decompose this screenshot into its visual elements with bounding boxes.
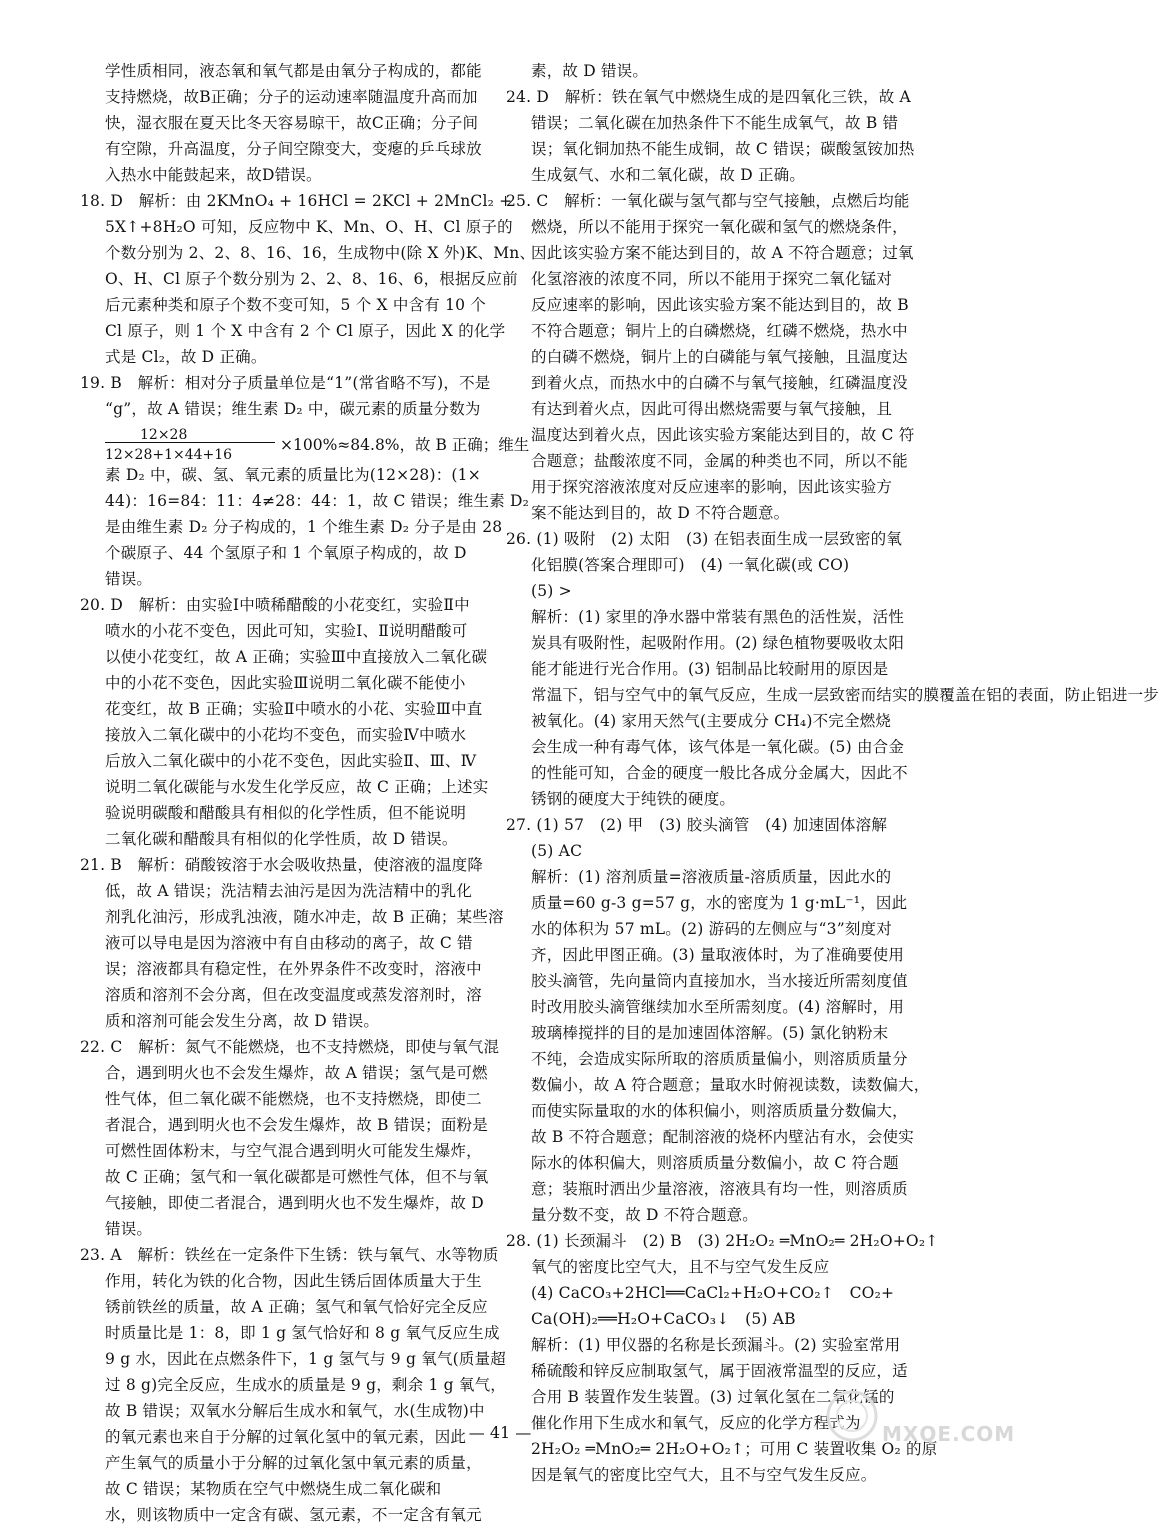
text-line: 中的小花不变色，因此实验Ⅲ说明二氧化碳不能使小: [105, 674, 466, 692]
text-line: 后元素种类和原子个数不变可知，5 个 X 中含有 10 个: [105, 296, 487, 314]
text-line: 误；氧化铜加热不能生成铜，故 C 错误；碳酸氢铵加热: [531, 140, 915, 158]
text-line: 以使小花变红，故 A 正确；实验Ⅲ中直接放入二氧化碳: [105, 648, 488, 666]
text-line: (5) AC: [531, 842, 583, 860]
text-line: 不纯，会造成实际所取的溶质质量偏小，则溶质质量分: [531, 1050, 908, 1068]
text-line: 燃烧，所以不能用于探究一氧化碳和氢气的燃烧条件，: [531, 218, 908, 236]
text-line: 锈前铁丝的质量，故 A 正确；氢气和氧气恰好完全反应: [105, 1298, 488, 1316]
text-line: 产生氧气的质量小于分解的过氧化氢中氧元素的质量，: [105, 1454, 482, 1472]
text-line: 能才能进行光合作用。(3) 铝制品比较耐用的原因是: [531, 660, 889, 678]
text-line: 齐，因此甲图正确。(3) 量取液体时，为了准确要使用: [531, 946, 905, 964]
text-line: 错误；二氧化碳在加热条件下不能生成氧气，故 B 错: [531, 114, 899, 132]
text-line: 23. A 解析：铁丝在一定条件下生锈：铁与氧气、水等物质: [80, 1246, 499, 1264]
text-line: 解析：(1) 家里的净水器中常装有黑色的活性炭，活性: [531, 608, 905, 626]
text-line: 二氧化碳和醋酸具有相似的化学性质，故 D 错误。: [105, 830, 458, 848]
text-line: 错误。: [105, 570, 153, 588]
text-line: 氧气的密度比空气大，且不与空气发生反应: [531, 1258, 830, 1276]
text-line: 反应速率的影响，因此该实验方案不能达到目的，故 B: [531, 296, 909, 314]
text-line: 作用，转化为铁的化合物，因此生锈后固体质量大于生: [105, 1272, 482, 1290]
text-line: 气接触，即使二者混合，遇到明火也不发生爆炸，故 D: [105, 1194, 484, 1212]
text-line: 的白磷不燃烧，铜片上的白磷能与氧气接触，且温度达: [531, 348, 908, 366]
text-line: 快，湿衣服在夏天比冬天容易晾干，故C正确；分子间: [105, 114, 479, 132]
text-line: 误；溶液都具有稳定性，在外界条件不改变时，溶液中: [105, 960, 482, 978]
text-line: 接放入二氧化碳中的小花均不变色，而实验Ⅳ中喷水: [105, 726, 467, 744]
text-line: 合，遇到明火也不会发生爆炸，故 A 错误；氢气是可燃: [105, 1064, 488, 1082]
text-line: 22. C 解析：氮气不能燃烧，也不支持燃烧，即使与氧气混: [80, 1038, 500, 1056]
text-line: 44)：16=84：11：4≠28：44：1，故 C 错误；维生素 D₂: [105, 492, 530, 510]
text-line: 因此该实验方案不能达到目的，故 A 不符合题意；过氧: [531, 244, 914, 262]
text-line: 化铝膜(答案合理即可) (4) 一氧化碳(或 CO): [531, 556, 850, 574]
text-line: 数偏小，故 A 符合题意；量取水时俯视读数，读数偏大，: [531, 1076, 930, 1094]
text-line: 时质量比是 1：8，即 1 g 氢气恰好和 8 g 氧气反应生成: [105, 1324, 500, 1342]
text-line: 25. C 解析：一氧化碳与氢气都与空气接触，点燃后均能: [506, 192, 910, 210]
text-line: 解析：(1) 甲仪器的名称是长颈漏斗。(2) 实验室常用: [531, 1336, 901, 1354]
text-line: 案不能达到目的，故 D 不符合题意。: [531, 504, 790, 522]
text-line: 质量=60 g-3 g=57 g，水的密度为 1 g·mL⁻¹，因此: [531, 894, 908, 912]
text-line: (5) >: [531, 582, 572, 600]
text-line: 者混合，遇到明火也不会发生爆炸，故 B 错误；面粉是: [105, 1116, 488, 1134]
text-line: 炭具有吸附性，起吸附作用。(2) 绿色植物要吸收太阳: [531, 634, 905, 652]
text-line: 生成氨气、水和二氧化碳，故 D 正确。: [531, 166, 806, 184]
text-line: 温度达到着火点，因此该实验方案能达到目的，故 C 符: [531, 426, 915, 444]
text-line: 故 C 正确；氢气和一氧化碳都是可燃性气体，但不与氧: [105, 1168, 489, 1186]
text-line: 5X↑+8H₂O 可知，反应物中 K、Mn、O、H、Cl 原子的: [105, 218, 513, 236]
text-line: 学性质相同，液态氧和氧气都是由氧分子构成的，都能: [105, 62, 482, 80]
text-line: 素，故 D 错误。: [531, 62, 649, 80]
text-line: 验说明碳酸和醋酸具有相似的化学性质，但不能说明: [105, 804, 467, 822]
text-line: 会生成一种有毒气体，该气体是一氧化碳。(5) 由合金: [531, 738, 905, 756]
text-line: 有空隙，升高温度，分子间空隙变大，变瘪的乒乓球放: [105, 140, 482, 158]
text-line: 稀硫酸和锌反应制取氢气，属于固液常温型的反应，适: [531, 1362, 908, 1380]
text-line: 过 8 g)完全反应，生成水的质量是 9 g，剩余 1 g 氧气，: [105, 1376, 506, 1394]
text-line: 个碳原子、44 个氢原子和 1 个氧原子构成的，故 D: [105, 544, 467, 562]
text-line: 21. B 解析：硝酸铵溶于水会吸收热量，使溶液的温度降: [80, 856, 484, 874]
text-line: 液可以导电是因为溶液中有自由移动的离子，故 C 错: [105, 934, 473, 952]
text-line: 个数分别为 2、2、8、16、16，生成物中(除 X 外)K、Mn、: [105, 244, 536, 262]
text-line: 28. (1) 长颈漏斗 (2) B (3) 2H₂O₂ ═MnO₂═ 2H₂O+O₂↑: [506, 1232, 939, 1250]
text-line: 剂乳化油污，形成乳浊液，随水冲走，故 B 正确；某些溶: [105, 908, 504, 926]
text-line: 18. D 解析：由 2KMnO₄ + 16HCl = 2KCl + 2MnCl₂ +: [80, 192, 513, 210]
text-line: 到着火点，而热水中的白磷不与氧气接触，红磷温度没: [531, 374, 908, 392]
text-line: 19. B 解析：相对分子质量单位是“1”(常省略不写)，不是: [80, 374, 491, 392]
text-line: 用于探究溶液浓度对反应速率的影响，因此该实验方: [531, 478, 893, 496]
fraction-tail: ×100%≈84.8%，故 B 正确；维生: [280, 436, 530, 454]
text-line: 水，则该物质中一定含有碳、氢元素，不一定含有氧元: [105, 1506, 482, 1524]
text-line: 26. (1) 吸附 (2) 太阳 (3) 在铝表面生成一层致密的氧: [506, 530, 903, 548]
text-line: 不符合题意；铜片上的白磷燃烧，红磷不燃烧，热水中: [531, 322, 908, 340]
text-line: 素 D₂ 中，碳、氢、氧元素的质量比为(12×28)：(1×: [105, 466, 481, 484]
text-line: 24. D 解析：铁在氧气中燃烧生成的是四氧化三铁，故 A: [506, 88, 911, 106]
page-number: — 41 —: [468, 1423, 532, 1442]
text-line: 水的体积为 57 mL。(2) 游码的左侧应与“3”刻度对: [531, 920, 892, 938]
text-line: 说明二氧化碳能与水发生化学反应，故 C 正确；上述实: [105, 778, 489, 796]
text-line: 花变红，故 B 正确；实验Ⅱ中喷水的小花、实验Ⅲ中直: [105, 700, 483, 718]
text-line: 量分数不变，故 D 不符合题意。: [531, 1206, 758, 1224]
text-line: 意；装瓶时洒出少量溶液，溶液具有均一性，则溶质质: [531, 1180, 908, 1198]
text-line: 而使实际量取的水的体积偏小，则溶质质量分数偏大，: [531, 1102, 908, 1120]
text-line: 是由维生素 D₂ 分子构成的，1 个维生素 D₂ 分子是由 28: [105, 518, 503, 536]
text-line: 27. (1) 57 (2) 甲 (3) 胶头滴管 (4) 加速固体溶解: [506, 816, 888, 834]
text-line: 锈钢的硬度大于纯铁的硬度。: [531, 790, 736, 808]
text-line: 9 g 水，因此在点燃条件下，1 g 氢气与 9 g 氧气(质量超: [105, 1350, 506, 1368]
fraction-numerator: 12×28: [140, 427, 188, 443]
text-line: 式是 Cl₂，故 D 正确。: [105, 348, 267, 366]
text-line: 故 C 错误；某物质在空气中燃烧生成二氧化碳和: [105, 1480, 442, 1498]
text-line: 故 B 错误；双氧水分解后生成水和氧气，水(生成物)中: [105, 1402, 485, 1420]
text-line: 胶头滴管，先向量筒内直接加水，当水接近所需刻度值: [531, 972, 908, 990]
text-line: 错误。: [105, 1220, 153, 1238]
watermark-text: MXQE.COM: [882, 1422, 1016, 1446]
text-line: 可燃性固体粉末，与空气混合遇到明火可能发生爆炸，: [105, 1142, 482, 1160]
text-line: 因是氧气的密度比空气大，且不与空气发生反应。: [531, 1466, 877, 1484]
text-line: 玻璃棒搅拌的目的是加速固体溶解。(5) 氯化钠粉末: [531, 1024, 889, 1042]
text-line: Ca(OH)₂══H₂O+CaCO₃↓ (5) AB: [531, 1310, 796, 1328]
watermark-logo: [822, 1388, 1016, 1446]
text-line: 故 B 不符合题意；配制溶液的烧杯内壁沾有水，会使实: [531, 1128, 914, 1146]
text-line: 的氧元素也来自于分解的过氧化氢中的氧元素，因此: [105, 1428, 467, 1446]
text-line: 2H₂O₂ ═MnO₂═ 2H₂O+O₂↑；可用 C 装置收集 O₂ 的原: [531, 1440, 938, 1458]
text-line: “g”，故 A 错误；维生素 D₂ 中，碳元素的质量分数为: [105, 400, 481, 418]
text-line: 常温下，铝与空气中的氧气反应，生成一层致密而结实的膜覆盖在铝的表面，防止铝进一步: [531, 686, 1159, 704]
text-line: 溶质和溶剂不会分离，但在改变温度或蒸发溶剂时，溶: [105, 986, 482, 1004]
text-line: 喷水的小花不变色，因此可知，实验Ⅰ、Ⅱ说明醋酸可: [105, 622, 468, 640]
text-line: 催化作用下生成水和氧气，反应的化学方程式为: [531, 1414, 861, 1432]
text-line: 合用 B 装置作发生装置。(3) 过氧化氢在二氧化锰的: [531, 1388, 895, 1406]
text-line: 低，故 A 错误；洗洁精去油污是因为洗洁精中的乳化: [105, 882, 473, 900]
fraction-expression: [80, 422, 530, 463]
fraction-denominator: 12×28+1×44+16: [105, 447, 233, 463]
text-line: 的性能可知，合金的硬度一般比各成分金属大，因此不: [531, 764, 908, 782]
text-line: Cl 原子，则 1 个 X 中含有 2 个 Cl 原子，因此 X 的化学: [105, 322, 506, 340]
text-line: 后放入二氧化碳中的小花不变色，因此实验Ⅱ、Ⅲ、Ⅳ: [105, 752, 477, 770]
text-line: 性气体，但二氧化碳不能燃烧，也不支持燃烧，即使二: [105, 1090, 482, 1108]
text-line: 解析：(1) 溶剂质量=溶液质量-溶质质量，因此水的: [531, 868, 892, 886]
text-line: 质和溶剂可能会发生分离，故 D 错误。: [105, 1012, 380, 1030]
text-line: 合题意；盐酸浓度不同，金属的种类也不同，所以不能: [531, 452, 908, 470]
text-line: 有达到着火点，因此可得出燃烧需要与氧气接触，且: [531, 400, 893, 418]
text-line: 20. D 解析：由实验Ⅰ中喷稀醋酸的小花变红，实验Ⅱ中: [80, 596, 470, 614]
text-line: 化氢溶液的浓度不同，所以不能用于探究二氧化锰对: [531, 270, 893, 288]
left-column: [80, 58, 536, 1528]
text-line: 支持燃烧，故B正确；分子的运动速率随温度升高而加: [105, 88, 478, 106]
text-line: 际水的体积偏大，则溶质质量分数偏小，故 C 符合题: [531, 1154, 899, 1172]
text-line: 入热水中能鼓起来，故D错误。: [105, 166, 322, 184]
text-line: O、H、Cl 原子个数分别为 2、2、8、16、6，根据反应前: [105, 270, 518, 288]
text-line: 被氧化。(4) 家用天然气(主要成分 CH₄)不完全燃烧: [531, 712, 892, 730]
text-line: 时改用胶头滴管继续加水至所需刻度。(4) 溶解时，用: [531, 998, 905, 1016]
text-line: (4) CaCO₃+2HCl══CaCl₂+H₂O+CO₂↑ CO₂+: [531, 1284, 895, 1302]
